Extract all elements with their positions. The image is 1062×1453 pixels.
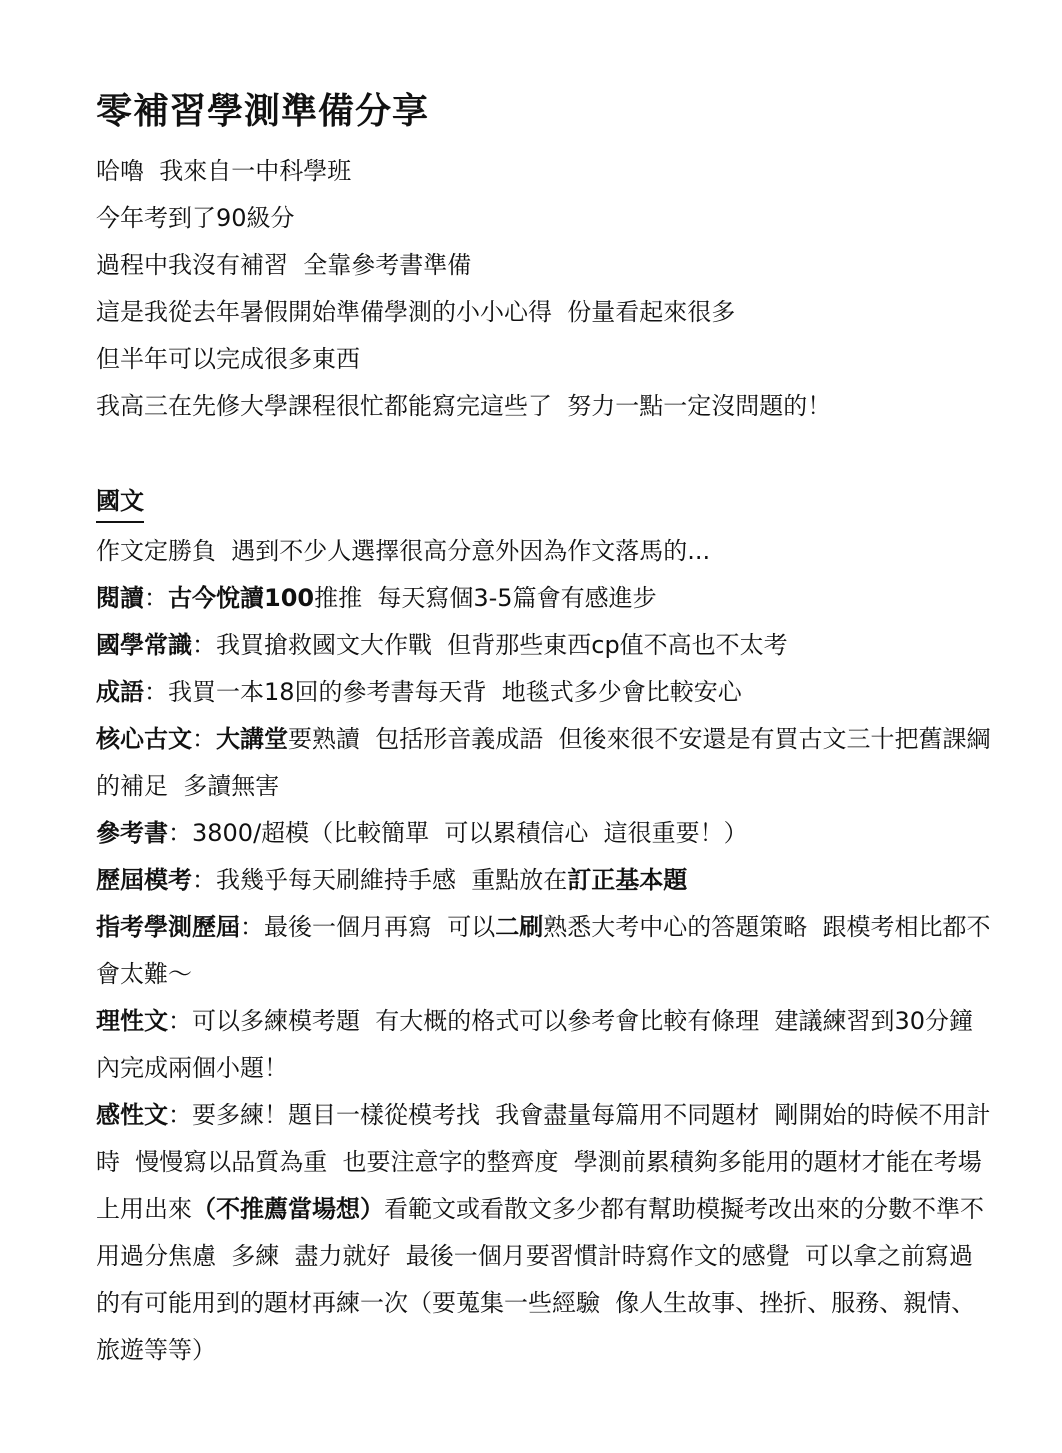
tip-separator: ：: [192, 631, 216, 659]
tip-separator: ：: [168, 819, 192, 847]
tip-paragraph: [96, 575, 992, 622]
study-tips-list: [96, 575, 992, 1374]
tip-separator: ：: [168, 1007, 192, 1035]
intro-line: 這是我從去年暑假開始準備學測的小小心得 份量看起來很多: [96, 298, 736, 326]
tip-label: 閱讀: [96, 584, 144, 612]
tip-emphasis: 訂正基本題: [567, 866, 688, 894]
tip-separator: ：: [192, 725, 216, 753]
tip-text: 我幾乎每天刷維持手感 重點放在: [216, 866, 568, 894]
tip-paragraph: [96, 810, 992, 857]
tip-paragraph: [96, 857, 992, 904]
tip-text: 可以多練模考題 有大概的格式可以參考會比較有條理 建議練習到30分鐘內完成兩個小題！: [96, 1007, 974, 1082]
intro-line: 今年考到了90級分: [96, 204, 295, 232]
tip-separator: ：: [168, 1101, 192, 1129]
tip-emphasis: （不推薦當場想）: [192, 1195, 384, 1223]
tip-text: 看範文或看散文多少都有幫助模擬考改出來的分數不準不用過分焦慮 多練 盡力就好 最後一個月要習慣計時寫作文的感覺 可以拿之前寫過的有可能用到的題材再練一次（要蒐集一些經驗 像人生故事、挫折、服務、親情、旅遊等等）: [96, 1195, 984, 1364]
tip-separator: ：: [144, 584, 168, 612]
tip-paragraph: [96, 904, 992, 998]
tip-emphasis: 二刷: [495, 913, 544, 941]
tip-emphasis: 古今悅讀100: [168, 584, 315, 612]
tip-label: 理性文: [96, 1007, 168, 1035]
intro-line: 過程中我沒有補習 全靠參考書準備: [96, 251, 472, 279]
intro-line: 我高三在先修大學課程很忙都能寫完這些了 努力一點一定沒問題的！: [96, 392, 832, 420]
tip-separator: ：: [192, 866, 216, 894]
tip-paragraph: [96, 998, 992, 1092]
intro-line: 哈嚕 我來自一中科學班: [96, 157, 352, 185]
tip-text: 最後一個月再寫 可以: [264, 913, 496, 941]
tip-label: 指考學測歷屆: [96, 913, 240, 941]
tip-label: 成語: [96, 678, 144, 706]
tip-paragraph: [96, 1092, 992, 1374]
tip-label: 核心古文: [96, 725, 192, 753]
document-title: 零補習學測準備分享: [96, 91, 430, 132]
intro-block: [96, 148, 992, 430]
tip-text: 要熟讀 包括形音義成語 但後來很不安還是有買古文三十把舊課綱的補足 多讀無害: [96, 725, 991, 800]
tip-paragraph: [96, 669, 992, 716]
tip-text: 3800/超模（比較簡單 可以累積信心 這很重要！）: [192, 819, 748, 847]
tip-text: 我買搶救國文大作戰 但背那些東西cp值不高也不太考: [216, 631, 788, 659]
section-heading-chinese: 國文: [96, 483, 144, 523]
tip-paragraph: [96, 716, 992, 810]
tip-text: 要多練！題目一樣從模考找 我會盡量每篇用不同題材 剛開始的時候不用計時 慢慢寫以品質為重 也要注意字的整齊度 學測前累積夠多能用的題材才能在考場上用出來: [96, 1101, 991, 1223]
tip-text: 推推 每天寫個3-5篇會有感進步: [314, 584, 657, 612]
tip-emphasis: 大講堂: [216, 725, 288, 753]
tip-separator: ：: [144, 678, 168, 706]
tip-label: 參考書: [96, 819, 168, 847]
tip-paragraph: [96, 622, 992, 669]
tip-separator: ：: [240, 913, 264, 941]
intro-line: 但半年可以完成很多東西: [96, 345, 360, 373]
section-opening: 作文定勝負 遇到不少人選擇很高分意外因為作文落馬的...: [96, 537, 711, 565]
tip-label: 國學常識: [96, 631, 192, 659]
tip-label: 感性文: [96, 1101, 168, 1129]
tip-label: 歷屆模考: [96, 866, 192, 894]
tip-text: 我買一本18回的參考書每天背 地毯式多少會比較安心: [168, 678, 742, 706]
tip-text: 熟悉大考中心的答題策略 跟模考相比都不會太難～: [96, 913, 991, 988]
